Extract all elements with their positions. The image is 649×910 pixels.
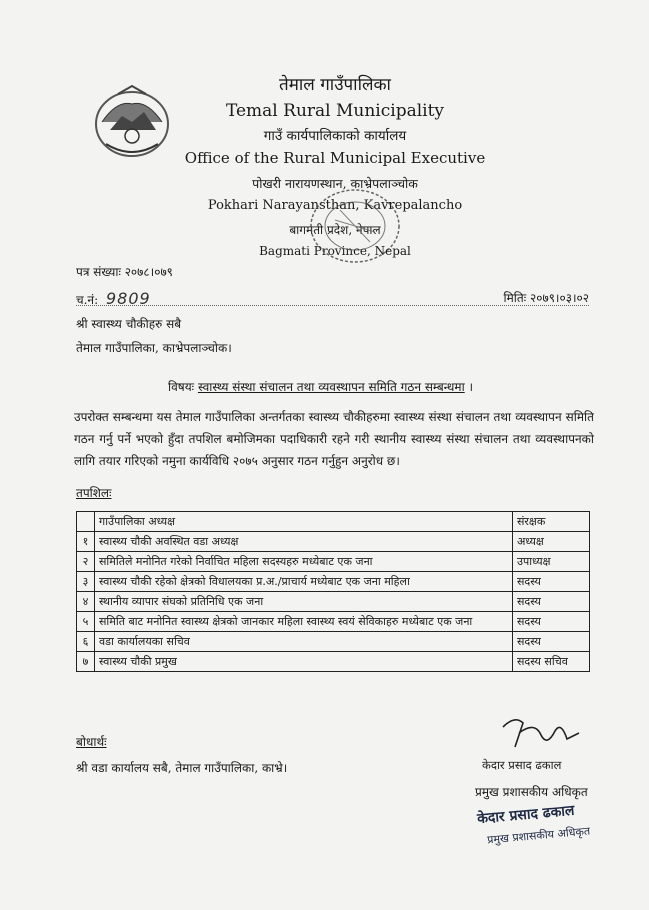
subject-end: । bbox=[468, 380, 474, 394]
handwritten-signature-icon bbox=[495, 713, 585, 753]
subject-line bbox=[168, 378, 473, 395]
member-description: स्थानीय व्यापार संघको प्रतिनिधि एक जना bbox=[95, 592, 513, 612]
dispatch-number-value: 9809 bbox=[105, 289, 151, 308]
table-row bbox=[77, 592, 590, 612]
row-number: १ bbox=[77, 532, 95, 552]
member-description: वडा कार्यालयका सचिव bbox=[95, 632, 513, 652]
member-description: समिति बाट मनोनित स्वास्थ्य क्षेत्रको जानकार महिला स्वास्थ्य स्वयं सेविकाहरु मध्येबाट एक जना bbox=[95, 612, 513, 632]
dispatch-number-label: च.नं: bbox=[76, 293, 99, 307]
table-row bbox=[77, 652, 590, 672]
table-row bbox=[77, 572, 590, 592]
member-description: गाउँपालिका अध्यक्ष bbox=[95, 512, 513, 532]
row-number: ४ bbox=[77, 592, 95, 612]
member-role: संरक्षक bbox=[513, 512, 590, 532]
municipality-name-en: Temal Rural Municipality bbox=[225, 101, 445, 121]
table-row bbox=[77, 612, 590, 632]
member-role: अध्यक्ष bbox=[513, 532, 590, 552]
subject-label: विषयः bbox=[168, 380, 195, 394]
address-np: पोखरी नारायणस्थान, काभ्रेपलाञ्चोक bbox=[252, 176, 418, 191]
recipient-line-1: श्री स्वास्थ्य चौकीहरु सबै bbox=[76, 317, 182, 331]
row-number: ७ bbox=[77, 652, 95, 672]
row-number: ३ bbox=[77, 572, 95, 592]
letter-date: मितिः २०७९।०३।०२ bbox=[503, 291, 589, 305]
row-number bbox=[77, 512, 95, 532]
table-row bbox=[77, 632, 590, 652]
member-role: उपाध्यक्ष bbox=[513, 552, 590, 572]
office-name-en: Office of the Rural Municipal Executive bbox=[184, 149, 486, 167]
recipient-line-2: तेमाल गाउँपालिका, काभ्रेपलाञ्चोक। bbox=[76, 341, 232, 355]
row-number: २ bbox=[77, 552, 95, 572]
province-np: बागमती प्रदेश, नेपाल bbox=[289, 223, 381, 237]
cc-recipient: श्री वडा कार्यालय सबै, तेमाल गाउँपालिका, काभ्रे। bbox=[76, 761, 288, 775]
committee-table bbox=[76, 511, 590, 672]
table-row bbox=[77, 532, 590, 552]
letter-body: उपरोक्त सम्बन्धमा यस तेमाल गाउँपालिका अन्तर्गतका स्वास्थ्य चौकीहरुमा स्वास्थ्य संस्था संचालन तथा व्यवस्थापन समिति गठन गर्नु पर्ने भएको हुँदा तपशिल बमोजिमका पदाधिकारी रहने गरी स्थानीय स्वास्थ्य संस्था संचालन तथा व्यवस्थापनको लागि तयार गरिएको नमुना कार्यविधि २०७५ अनुसार गठन गर्नुहुन अनुरोध छ। bbox=[74, 410, 594, 468]
details-label: तपशिलः bbox=[76, 486, 112, 500]
member-role: सदस्य bbox=[513, 572, 590, 592]
office-name-np: गाउँ कार्यपालिकाको कार्यालय bbox=[263, 128, 407, 144]
row-number: ५ bbox=[77, 612, 95, 632]
member-description: स्वास्थ्य चौकी प्रमुख bbox=[95, 652, 513, 672]
member-description: समितिले मनोनित गरेको निर्वाचित महिला सदस्यहरु मध्येबाट एक जना bbox=[95, 552, 513, 572]
municipality-name-np: तेमाल गाउँपालिका bbox=[279, 75, 391, 95]
member-role: सदस्य bbox=[513, 592, 590, 612]
table-row bbox=[77, 552, 590, 572]
row-number: ६ bbox=[77, 632, 95, 652]
member-role: सदस्य bbox=[513, 612, 590, 632]
header-divider bbox=[76, 305, 589, 306]
subject-text: स्वास्थ्य संस्था संचालन तथा व्यवस्थापन समिति गठन सम्बन्धमा bbox=[197, 380, 465, 394]
member-role: सदस्य bbox=[513, 632, 590, 652]
cc-label: बोधार्थः bbox=[76, 735, 107, 749]
member-role: सदस्य सचिव bbox=[513, 652, 590, 672]
signatory-name: केदार प्रसाद ढकाल bbox=[482, 758, 562, 772]
province-en: Bagmati Province, Nepal bbox=[259, 244, 411, 258]
table-row bbox=[77, 512, 590, 532]
member-description: स्वास्थ्य चौकी अवस्थित वडा अध्यक्ष bbox=[95, 532, 513, 552]
letter-number: पत्र संख्याः २०७८।०७९ bbox=[76, 265, 173, 279]
address-en: Pokhari Narayansthan, Kavrepalancho bbox=[207, 198, 463, 213]
member-description: स्वास्थ्य चौकी रहेको क्षेत्रको विधालयका प्र.अ./प्राचार्य मध्येबाट एक जना महिला bbox=[95, 572, 513, 592]
seal-name: केदार प्रसाद ढकाल bbox=[476, 802, 576, 828]
office-stamp-icon bbox=[300, 180, 410, 270]
seal-title: प्रमुख प्रशासकीय अधिकृत bbox=[486, 824, 591, 847]
signatory-title: प्रमुख प्रशासकीय अधिकृत bbox=[475, 785, 588, 799]
